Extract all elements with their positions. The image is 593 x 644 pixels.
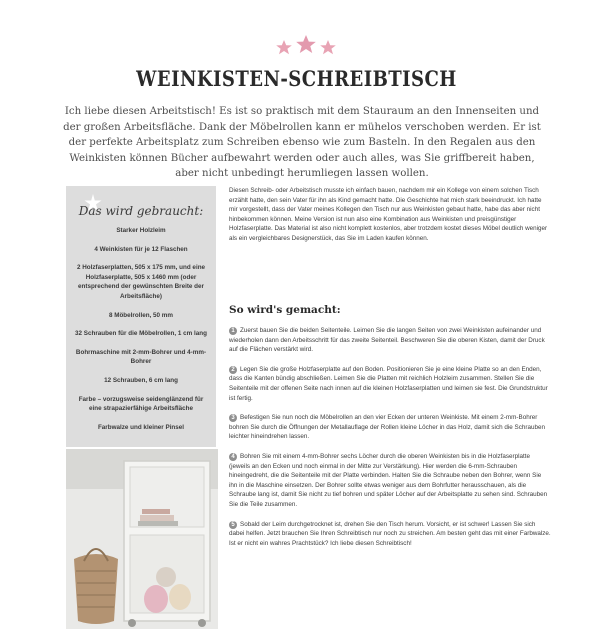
instructions-heading: So wird's gemacht: [229, 304, 341, 316]
star-icon [320, 40, 336, 54]
list-item: 12 Schrauben, 6 cm lang [104, 376, 178, 384]
desk-photo [66, 449, 218, 629]
step-number-badge: 1 [229, 327, 237, 335]
list-item: 8 Möbelrollen, 50 mm [108, 311, 174, 319]
step-number-badge: 5 [229, 521, 237, 529]
list-item: 32 Schrauben für die Möbelrollen, 1 cm lang [75, 330, 207, 338]
instruction-steps [229, 326, 551, 558]
step-number-badge: 3 [229, 414, 237, 422]
step-text: Bohren Sie mit einem 4-mm-Bohrer sechs Löcher durch die oberen Weinkisten bis in die Holzfaserplatte (jeweils an den Ecken und noch einmal in der Mitte zur Verstärkung). Hier werden die 6-mm-Schrauben hineingedreht, die die Seitenteile mit der Platte verbinden. Halten Sie die Schraube neben den Bohrer, wenn Sie ihn in die Maschine einsetzen. Der Bohrer sollte etwas weniger aus dem Bohrfutter herausschauen, als die Schraube lang ist, damit Sie nicht zu tief bohren und später Löcher auf der Arbeitsplatte zu sehen sind. Schrauben Sie die Teile zusammen. [229, 452, 548, 508]
step-text: Sobald der Leim durchgetrocknet ist, drehen Sie den Tisch herum. Vorsicht, er ist schwer! Lassen Sie sich dabei helfen. Jetzt brauchen Sie Ihren Schreibtisch nur noch zu streichen. Am besten geht das mit einer Farbwalze. Ist er nicht ein wahres Prachtstück? Ich liebe diesen Schreibtisch! [229, 520, 551, 547]
materials-box [66, 186, 216, 447]
list-item [229, 413, 551, 442]
list-item: Farbe – vorzugsweise seidenglänzend für eine strapazierfähige Arbeitsfläche [78, 395, 204, 413]
materials-list [72, 226, 210, 441]
step-text: Befestigen Sie nun noch die Möbelrollen an den vier Ecken der unteren Weinkiste. Mit einem 2-mm-Bohrer bohren Sie durch die Öffnungen der Metallauflage der Rollen kleine Löcher in das Holz, damit sich die Schrauben leichter hineindrehen lassen. [229, 414, 545, 441]
list-item: Starker Holzleim [116, 227, 166, 234]
intro-paragraph: Ich liebe diesen Arbeitstisch! Es ist so praktisch mit dem Stauraum an den Innenseiten und der großen Arbeitsfläche. Dank der Möbelrollen kann er mühelos verschoben werden. Er ist der perfekte Arbeitsplatz zum Schreiben ebenso wie zum Basteln. In den Regalen aus den Weinkisten können Bücher aufbewahrt werden oder auch alles, was Sie griffbereit haben, aber nicht unbedingt herumliegen lassen wollen. [63, 106, 541, 179]
step-text: Legen Sie die große Holzfaserplatte auf den Boden. Positionieren Sie je eine kleine Platte so an den Enden, dass die Kanten bündig abschließen. Leimen Sie die Platten mit reichlich Holzleim zusammen. Stellen Sie die Seitenteile mit der offenen Seite nach innen auf die kleinen Holzfaserplatten und leimen sie fest. Die Grundstruktur ist fertig. [229, 365, 548, 402]
decorative-stars-icon [273, 34, 339, 60]
body-paragraph: Diesen Schreib- oder Arbeitstisch musste ich einfach bauen, nachdem mir ein Kollege von einem solchen Tisch erzählt hatte, den sein Vater für ihn als Kind gemacht hatte. Die Geschichte hat mich stark beeindruckt. Ich hatte mir vorgestellt, dass der Vater meines Kollegen den Tisch nur aus Weinkisten gebaut hatte, habe das aber nicht hinbekommen können. Meine Version ist nun also eine Kombination aus Weinkisten und preisgünstiger Holzfaserplatte. Das Material ist also nicht komplett kostenlos, aber trotzdem kostet dieses Möbel deutlich weniger als ein vergleichbares Designerstück, das Sie im Laden kaufen können. [229, 187, 548, 242]
list-item: 4 Weinkisten für je 12 Flaschen [94, 245, 188, 253]
list-item [229, 365, 551, 403]
list-item: 2 Holzfaserplatten, 505 x 175 mm, und eine Holzfaserplatte, 505 x 1460 mm (oder entsprechend der gewünschten Breite der Arbeitsfläche) [76, 264, 206, 300]
list-item [229, 326, 551, 355]
star-icon [296, 35, 316, 53]
star-icon [276, 40, 292, 54]
list-item [229, 520, 551, 549]
materials-heading: Das wird gebraucht: [78, 204, 204, 218]
step-number-badge: 4 [229, 453, 237, 461]
list-item [229, 452, 551, 510]
step-number-badge: 2 [229, 366, 237, 374]
list-item: Bohrmaschine mit 2-mm-Bohrer und 4-mm-Bohrer [75, 348, 207, 366]
list-item: Farbwalze und kleiner Pinsel [97, 423, 185, 431]
page-title: WEINKISTEN-SCHREIBTISCH [136, 66, 457, 91]
step-text: Zuerst bauen Sie die beiden Seitenteile. Leimen Sie die langen Seiten von zwei Weinkisten aufeinander und wiederholen dann den Arbeitsschritt für das zweite Seitenteil. Beschweren Sie die oberen Kisten, damit der Druck auf die Flächen verstärkt wird. [229, 327, 545, 354]
